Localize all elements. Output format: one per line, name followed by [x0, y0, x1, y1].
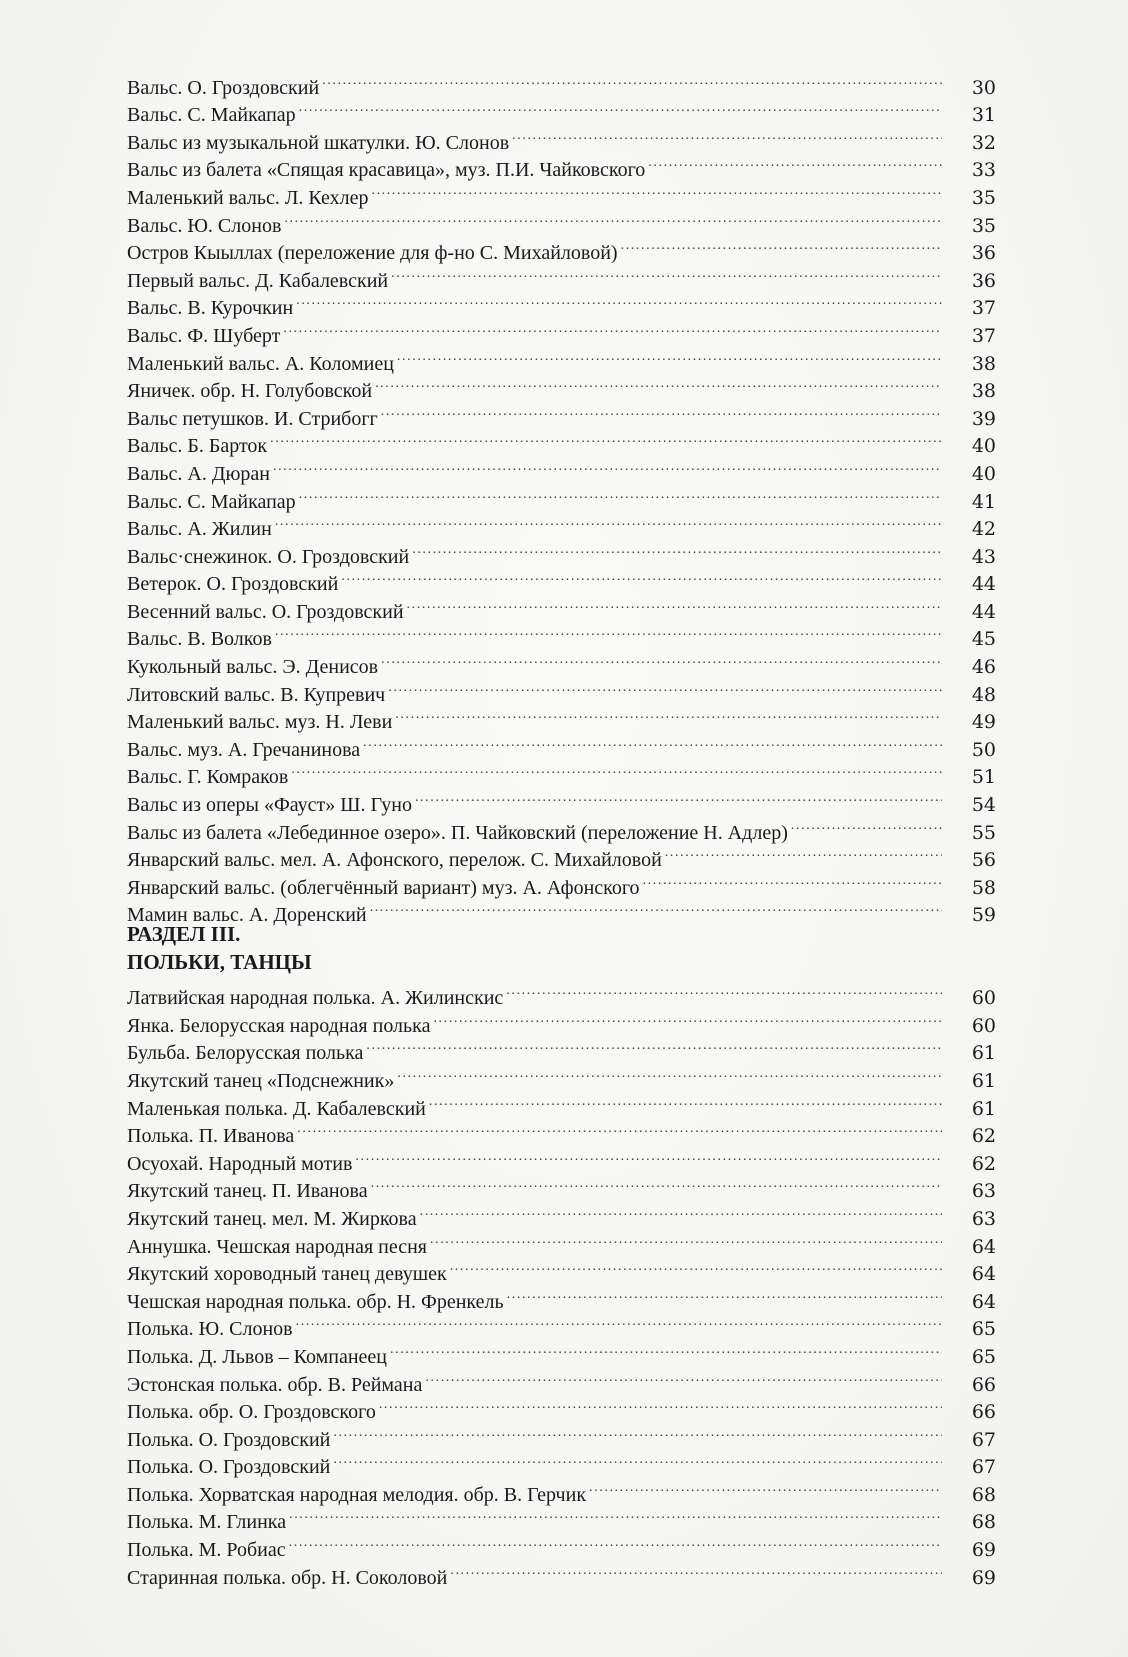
- dot-leader: [648, 149, 942, 177]
- entry-title: Полька. Ю. Слонов: [127, 1318, 293, 1341]
- entry-page-number: 43: [971, 545, 996, 568]
- dot-leader: [381, 397, 942, 425]
- dot-leader: [390, 1335, 942, 1363]
- dot-leader: [621, 232, 942, 260]
- entry-title: Вальс. А. Жилин: [127, 518, 272, 541]
- dot-leader: [273, 452, 942, 480]
- entry-page-number: 39: [971, 407, 996, 430]
- dot-leader: [275, 618, 942, 646]
- entry-page-number: 61: [971, 1097, 996, 1120]
- section-title: ПОЛЬКИ, ТАНЦЫ: [127, 950, 312, 974]
- entry-page-number: 65: [971, 1318, 996, 1341]
- toc-polka-entries: [127, 977, 996, 1589]
- table-of-contents: [127, 66, 996, 1589]
- entry-page-number: 62: [971, 1152, 996, 1175]
- entry-page-number: 36: [971, 242, 996, 265]
- entry-page-number: 48: [971, 683, 996, 706]
- dot-leader: [391, 259, 942, 287]
- dot-leader: [355, 1142, 942, 1170]
- entry-title: Вальс. С. Майкапар: [127, 490, 296, 513]
- entry-title: Маленький вальс. муз. Н. Леви: [127, 711, 393, 734]
- dot-leader: [289, 1501, 942, 1529]
- entry-title: Якутский танец. П. Иванова: [127, 1180, 368, 1203]
- entry-title: Полька. О. Гроздовский: [127, 1428, 331, 1451]
- entry-title: Литовский вальс. В. Купревич: [127, 683, 386, 706]
- entry-title: Полька. М. Робиас: [127, 1539, 286, 1562]
- entry-title: Вальс из балета «Лебединное озеро». П. Чайковский (переложение Н. Адлер): [127, 821, 788, 844]
- entry-title: Вальс. муз. А. Гречанинова: [127, 738, 361, 761]
- dot-leader: [370, 894, 942, 922]
- toc-waltz-entries: [127, 66, 996, 927]
- dot-leader: [366, 1032, 942, 1060]
- entry-title: Латвийская народная полька. А. Жилинскис: [127, 987, 504, 1010]
- entry-page-number: 60: [971, 987, 996, 1010]
- entry-title: Осуохай. Народный мотив: [127, 1152, 353, 1175]
- dot-leader: [270, 425, 942, 453]
- dot-leader: [395, 701, 942, 729]
- dot-leader: [379, 1391, 942, 1419]
- entry-title: Кукольный вальс. Э. Денисов: [127, 656, 379, 679]
- entry-title: Якутский танец. мел. М. Жиркова: [127, 1207, 417, 1230]
- entry-title: Вальс. Г. Комраков: [127, 766, 289, 789]
- entry-page-number: 45: [971, 628, 996, 651]
- entry-page-number: 66: [971, 1401, 996, 1424]
- entry-page-number: 61: [971, 1042, 996, 1065]
- entry-title: Ветерок. О. Гроздовский: [127, 573, 339, 596]
- dot-leader: [333, 1446, 942, 1474]
- entry-page-number: 42: [971, 518, 996, 541]
- entry-page-number: 44: [971, 573, 996, 596]
- entry-page-number: 50: [971, 738, 996, 761]
- entry-page-number: 40: [971, 435, 996, 458]
- entry-page-number: 31: [971, 104, 996, 127]
- entry-title: Вальс. Ю. Слонов: [127, 214, 282, 237]
- entry-title: Вальс. В. Курочкин: [127, 297, 294, 320]
- entry-title: Бульба. Белорусская полька: [127, 1042, 364, 1065]
- entry-page-number: 35: [971, 186, 996, 209]
- entry-page-number: 55: [971, 821, 996, 844]
- entry-title: Маленький вальс. Л. Кехлер: [127, 186, 369, 209]
- entry-page-number: 32: [971, 131, 996, 154]
- entry-page-number: 41: [971, 490, 996, 513]
- entry-page-number: 61: [971, 1069, 996, 1092]
- dot-leader: [450, 1556, 942, 1584]
- entry-title: Вальс. С. Майкапар: [127, 104, 296, 127]
- entry-title: Январский вальс. (облегчённый вариант) муз. А. Афонского: [127, 876, 640, 899]
- section-number: РАЗДЕЛ III.: [127, 922, 241, 947]
- dot-leader: [512, 121, 942, 149]
- entry-title: Вальс. В. Волков: [127, 628, 272, 651]
- entry-page-number: 64: [971, 1290, 996, 1313]
- entry-title: Эстонская полька. обр. В. Реймана: [127, 1373, 423, 1396]
- entry-page-number: 67: [971, 1428, 996, 1451]
- entry-page-number: 64: [971, 1263, 996, 1286]
- entry-title: Вальс. О. Гроздовский: [127, 76, 320, 99]
- entry-page-number: 44: [971, 600, 996, 623]
- dot-leader: [388, 673, 942, 701]
- dot-leader: [420, 1197, 942, 1225]
- entry-title: Янка. Белорусская народная полька: [127, 1014, 431, 1037]
- entry-title: Вальс·снежинок. О. Гроздовский: [127, 545, 410, 568]
- dot-leader: [375, 370, 942, 398]
- entry-title: Вальс. А. Дюран: [127, 462, 270, 485]
- dot-leader: [381, 645, 942, 673]
- entry-page-number: 46: [971, 656, 996, 679]
- dot-leader: [643, 866, 942, 894]
- entry-page-number: 58: [971, 876, 996, 899]
- dot-leader: [363, 728, 942, 756]
- entry-page-number: 56: [971, 849, 996, 872]
- dot-leader: [322, 66, 942, 94]
- entry-page-number: 30: [971, 76, 996, 99]
- entry-page-number: 68: [971, 1483, 996, 1506]
- dot-leader: [296, 1308, 942, 1336]
- entry-page-number: 60: [971, 1014, 996, 1037]
- entry-title: Чешская народная полька. обр. Н. Френкель: [127, 1290, 504, 1313]
- entry-title: Маленькая полька. Д. Кабалевский: [127, 1097, 426, 1120]
- entry-page-number: 35: [971, 214, 996, 237]
- entry-title: Вальс. Б. Барток: [127, 435, 268, 458]
- entry-page-number: 68: [971, 1511, 996, 1534]
- entry-title: Старинная полька. обр. Н. Соколовой: [127, 1566, 448, 1589]
- dot-leader: [412, 535, 942, 563]
- toc-entry: [127, 66, 996, 99]
- entry-title: Полька. обр. О. Гроздовского: [127, 1401, 376, 1424]
- dot-leader: [296, 287, 942, 315]
- entry-title: Якутский хороводный танец девушек: [127, 1263, 447, 1286]
- dot-leader: [341, 563, 942, 591]
- dot-leader: [507, 1280, 942, 1308]
- dot-leader: [297, 1115, 942, 1143]
- entry-page-number: 37: [971, 324, 996, 347]
- entry-page-number: 51: [971, 766, 996, 789]
- entry-page-number: 67: [971, 1456, 996, 1479]
- entry-title: Вальс из балета «Спящая красавица», муз. П.И. Чайковского: [127, 159, 646, 182]
- entry-page-number: 65: [971, 1345, 996, 1368]
- entry-page-number: 40: [971, 462, 996, 485]
- entry-title: Вальс петушков. И. Стрибогг: [127, 407, 378, 430]
- dot-leader: [429, 1087, 942, 1115]
- dot-leader: [397, 342, 942, 370]
- entry-title: Яничек. обр. Н. Голубовской: [127, 380, 373, 403]
- entry-title: Полька. Хорватская народная мелодия. обр. В. Герчик: [127, 1483, 587, 1506]
- dot-leader: [371, 176, 942, 204]
- entry-page-number: 69: [971, 1566, 996, 1589]
- entry-title: Вальс из музыкальной шкатулки. Ю. Слонов: [127, 131, 510, 154]
- dot-leader: [407, 590, 942, 618]
- entry-page-number: 37: [971, 297, 996, 320]
- dot-leader: [283, 314, 942, 342]
- dot-leader: [433, 1004, 942, 1032]
- dot-leader: [284, 204, 942, 232]
- entry-page-number: 38: [971, 380, 996, 403]
- dot-leader: [450, 1253, 942, 1281]
- entry-title: Полька. Д. Львов – Компанеец: [127, 1345, 388, 1368]
- entry-title: Остров Кыыллах (переложение для ф-но С. Михайловой): [127, 242, 618, 265]
- entry-title: Аннушка. Чешская народная песня: [127, 1235, 427, 1258]
- entry-page-number: 62: [971, 1125, 996, 1148]
- entry-title: Полька. О. Гроздовский: [127, 1456, 331, 1479]
- entry-title: Полька. М. Глинка: [127, 1511, 287, 1534]
- entry-page-number: 38: [971, 352, 996, 375]
- entry-page-number: 59: [971, 904, 996, 927]
- entry-page-number: 54: [971, 794, 996, 817]
- toc-entry: [127, 977, 996, 1010]
- entry-title: Мамин вальс. А. Доренский: [127, 904, 367, 927]
- dot-leader: [299, 94, 942, 122]
- entry-title: Якутский танец «Подснежник»: [127, 1069, 395, 1092]
- entry-title: Полька. П. Иванова: [127, 1125, 295, 1148]
- entry-page-number: 66: [971, 1373, 996, 1396]
- entry-title: Вальс. Ф. Шуберт: [127, 324, 281, 347]
- entry-page-number: 64: [971, 1235, 996, 1258]
- dot-leader: [589, 1473, 942, 1501]
- entry-title: Маленький вальс. А. Коломиец: [127, 352, 394, 375]
- dot-leader: [791, 811, 942, 839]
- dot-leader: [665, 839, 942, 867]
- dot-leader: [430, 1225, 942, 1253]
- entry-page-number: 63: [971, 1180, 996, 1203]
- dot-leader: [397, 1059, 942, 1087]
- dot-leader: [291, 756, 942, 784]
- dot-leader: [371, 1170, 942, 1198]
- dot-leader: [275, 508, 942, 536]
- entry-title: Весенний вальс. О. Гроздовский: [127, 600, 404, 623]
- dot-leader: [299, 480, 942, 508]
- entry-title: Вальс из оперы «Фауст» Ш. Гуно: [127, 794, 412, 817]
- dot-leader: [506, 977, 942, 1005]
- entry-title: Первый вальс. Д. Кабалевский: [127, 269, 389, 292]
- dot-leader: [333, 1418, 942, 1446]
- dot-leader: [289, 1528, 942, 1556]
- dot-leader: [425, 1363, 942, 1391]
- dot-leader: [415, 783, 942, 811]
- entry-page-number: 33: [971, 159, 996, 182]
- entry-title: Январский вальс. мел. А. Афонского, перелож. С. Михайловой: [127, 849, 662, 872]
- entry-page-number: 36: [971, 269, 996, 292]
- entry-page-number: 63: [971, 1207, 996, 1230]
- entry-page-number: 69: [971, 1539, 996, 1562]
- entry-page-number: 49: [971, 711, 996, 734]
